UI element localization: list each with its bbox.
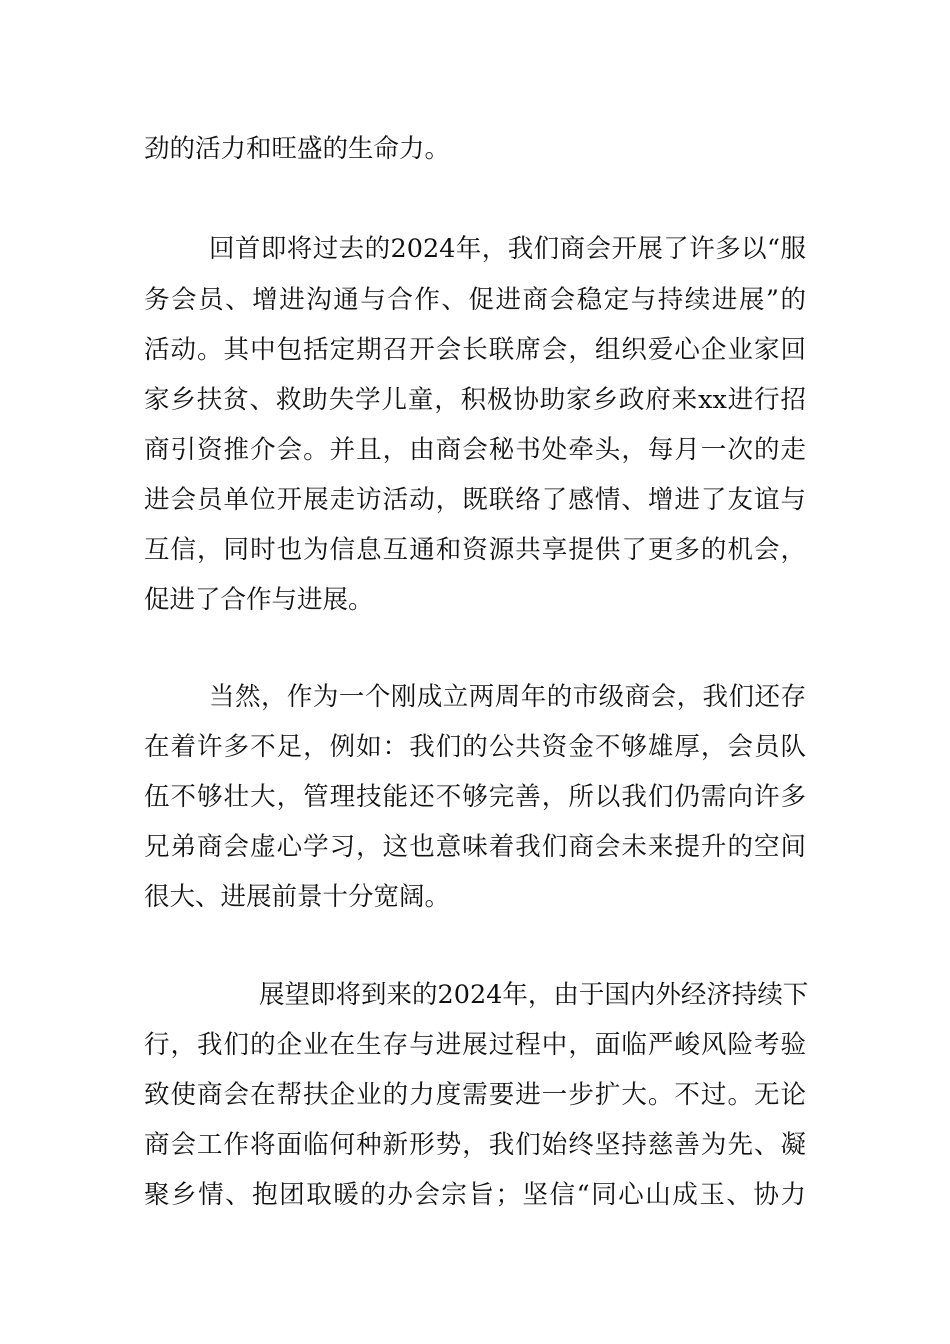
paragraph-2-line-2: 务会员、增进沟通与合作、促进商会稳定与持续进展”的	[144, 285, 806, 315]
paragraph-3-line-3: 伍不够壮大，管理技能还不够完善，所以我们仍需向许多	[144, 782, 806, 812]
paragraph-3-line-1: 当然，作为一个刚成立两周年的市级商会，我们还存	[209, 682, 806, 712]
paragraph-2-line-7: 互信，同时也为信息互通和资源共享提供了更多的机会，	[144, 535, 806, 565]
paragraph-4-line-2: 行，我们的企业在生存与进展过程中，面临严峻风险考验	[144, 1030, 806, 1060]
paragraph-3-line-4: 兄弟商会虚心学习，这也意味着我们商会未来提升的空间	[144, 832, 806, 862]
paragraph-4-line-1: 展望即将到来的2024年，由于国内外经济持续下	[259, 980, 809, 1010]
paragraph-2-line-1: 回首即将过去的2024年，我们商会开展了许多以“服	[209, 234, 806, 264]
paragraph-2-line-6: 进会员单位开展走访活动，既联络了感情、增进了友谊与	[144, 485, 806, 515]
paragraph-1-line-1: 劲的活力和旺盛的生命力。	[144, 134, 451, 164]
paragraph-2-line-5: 商引资推介会。并且，由商会秘书处牵头，每月一次的走	[144, 435, 806, 465]
paragraph-4-line-3: 致使商会在帮扶企业的力度需要进一步扩大。不过。无论	[144, 1080, 806, 1110]
paragraph-3-line-2: 在着许多不足，例如：我们的公共资金不够雄厚，会员队	[144, 732, 806, 762]
paragraph-4-line-5: 聚乡情、抱团取暖的办会宗旨；坚信“同心山成玉、协力	[144, 1180, 806, 1210]
paragraph-2-line-4: 家乡扶贫、救助失学儿童，积极协助家乡政府来xx进行招	[144, 385, 806, 415]
paragraph-2-line-3: 活动。其中包括定期召开会长联席会，组织爱心企业家回	[144, 335, 806, 365]
paragraph-4-line-4: 商会工作将面临何种新形势，我们始终坚持慈善为先、凝	[144, 1130, 806, 1160]
paragraph-2-line-8: 促进了合作与进展。	[144, 585, 374, 615]
paragraph-3-line-5: 很大、进展前景十分宽阔。	[144, 882, 451, 912]
